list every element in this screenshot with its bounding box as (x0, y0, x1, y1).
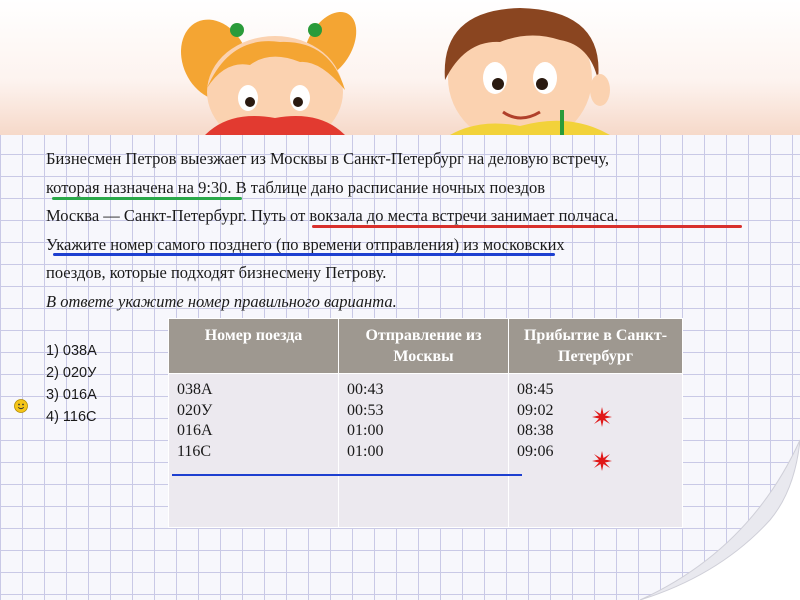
underline-meeting-time (52, 197, 242, 200)
problem-line-1: Бизнесмен Петров выезжает из Москвы в Санкт-Петербург на деловую встречу, (46, 149, 610, 168)
departure-time: 00:53 (347, 401, 384, 419)
star-marker-icon (592, 407, 612, 427)
problem-instruction: В ответе укажите номер правильного варианта. (46, 291, 397, 311)
table-header-row (169, 319, 683, 374)
train-number: 038А (177, 381, 213, 398)
departures-cell (339, 374, 509, 528)
train-number: 116С (177, 442, 212, 460)
arrival-time: 09:02 (517, 401, 554, 419)
underline-chosen-train (172, 474, 522, 476)
departure-time: 01:00 (347, 442, 384, 460)
arrival-time: 09:06 (517, 442, 554, 460)
underline-travel-time (312, 225, 742, 228)
answer-option-3[interactable]: 3) 016А (46, 387, 97, 403)
problem-line-4: Укажите номер самого позднего (по времени отправления) из московских (46, 234, 565, 254)
departure-time: 00:43 (347, 381, 384, 398)
header-departure: Отправление из Москвы (339, 319, 509, 374)
departure-time: 01:00 (347, 422, 384, 439)
problem-line-3: Москва — Санкт-Петербург. Путь от вокзала до места встречи занимает полчаса. (46, 206, 619, 225)
answer-option-2[interactable]: 2) 020У (46, 365, 97, 381)
underline-question (53, 253, 555, 256)
star-marker-icon (592, 451, 612, 471)
smiley-icon (14, 399, 28, 413)
cartoon-kids-illustration (0, 0, 800, 135)
problem-text (46, 145, 766, 316)
arrival-time: 08:38 (517, 422, 554, 439)
train-numbers-cell (169, 374, 339, 528)
problem-line-2: которая назначена на 9:30. В таблице дано расписание ночных поездов (46, 177, 546, 197)
header-train-number: Номер поезда (169, 319, 339, 374)
arrival-time: 08:45 (517, 381, 554, 398)
header-arrival: Прибытие в Санкт-Петербург (509, 319, 683, 374)
problem-line-5: поездов, которые подходят бизнесмену Петрову. (46, 263, 387, 282)
answer-option-4[interactable]: 4) 116С (46, 409, 97, 425)
train-number: 016А (177, 422, 213, 439)
train-number: 020У (177, 401, 213, 419)
answer-option-1[interactable]: 1) 038А (46, 343, 97, 359)
cartoon-kids-banner (0, 0, 800, 135)
answer-options (46, 340, 97, 428)
